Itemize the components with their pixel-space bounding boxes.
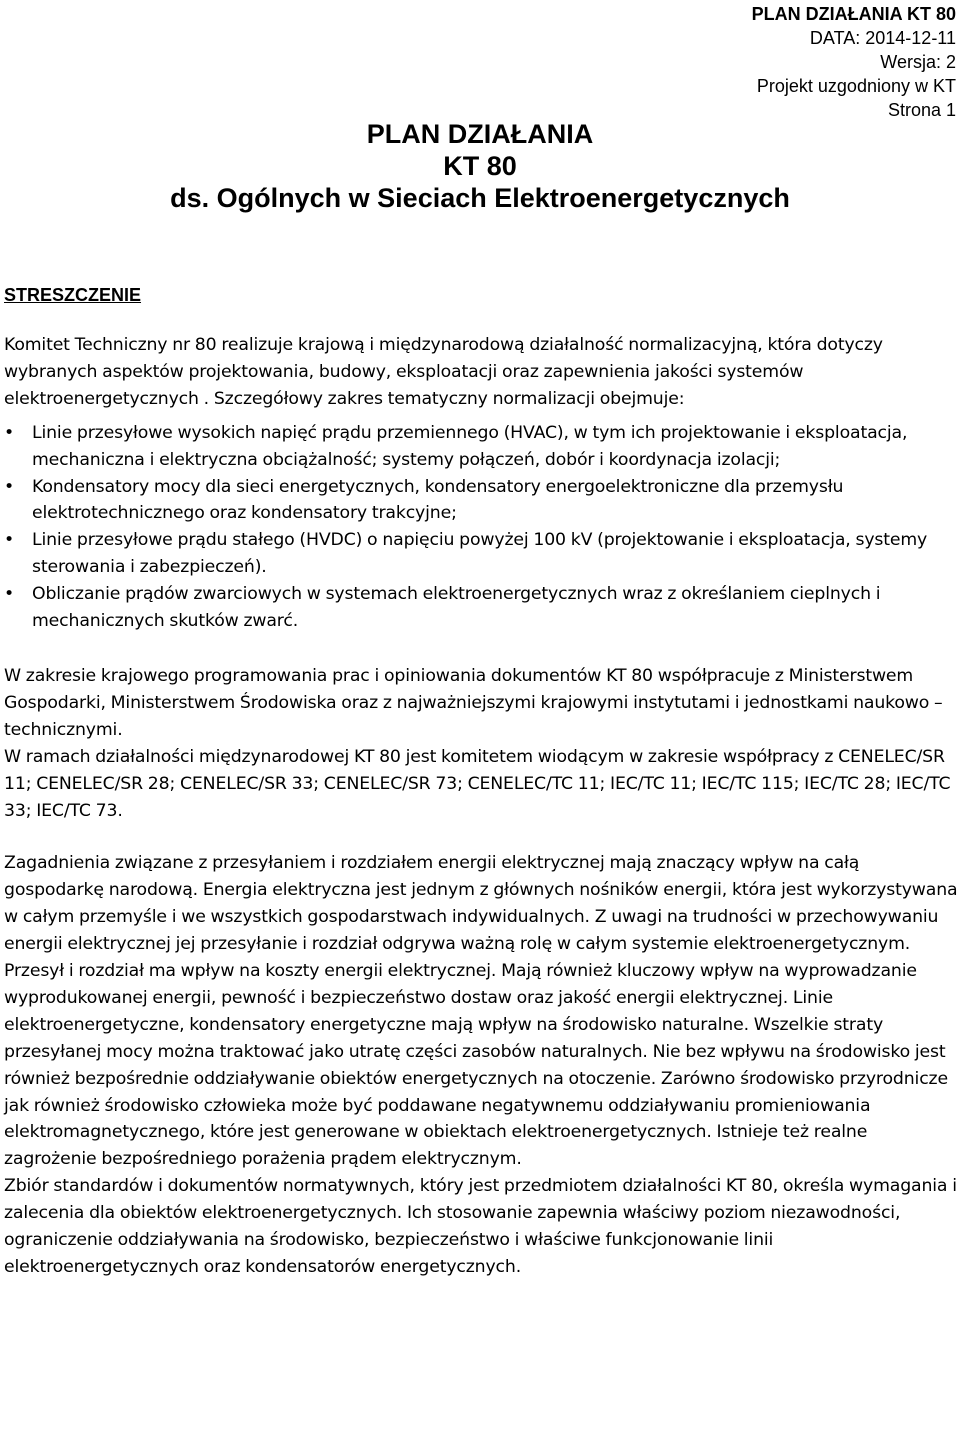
cooperation-international-paragraph: W ramach działalności międzynarodowej KT 80 jest komitetem wiodącym w zakresie współpracy z CENELEC/SR 11; CENELEC/SR 28; CENELEC/SR 33; CENELEC/SR 73; CENELEC/TC 11; IEC/TC 11; IEC/TC 115; IEC/TC 28; IEC/TC 33; IEC/TC 73. [4,746,951,821]
summary-intro-paragraph: Komitet Techniczny nr 80 realizuje krajową i międzynarodową działalność normalizacyjną, która dotyczy wybranych aspektów projektowania, budowy, eksploatacji oraz zapewnienia jakości systemów elektroenergetycznych . Szczegółowy zakres tematyczny normalizacji obejmuje: [4,335,883,409]
paragraph-spacer [4,824,960,850]
bullet-icon: • [4,476,15,497]
cooperation-national-paragraph: W zakresie krajowego programowania prac i opiniowania dokumentów KT 80 współpracuje z Ministerstwem Gospodarki, Ministerstwem Środowiska oraz z najważniejszymi krajowymi instytutami i jednostkami naukowo – technicznymi. [4,665,943,740]
scope-item-text: Obliczanie prądów zwarciowych w systemach elektroenergetycznych wraz z określaniem cieplnych i mechanicznych skutków zwarć. [32,584,881,632]
list-item [4,474,960,528]
scope-list [4,420,960,635]
paragraph-spacer [4,635,960,663]
document-header [752,2,956,122]
section-heading-summary: STRESZCZENIE [4,285,142,305]
scope-item-text: Linie przesyłowe wysokich napięć prądu przemiennego (HVAC), w tym ich projektowanie i eksploatacja, mechaniczna i elektryczna obciążalność; systemy połączeń, dobór i koordynacja izolacji; [32,422,908,470]
summary-content [4,332,960,1281]
importance-paragraph: Zagadnienia związane z przesyłaniem i rozdziałem energii elektrycznej mają znaczący wpływ na całą gospodarkę narodową. Energia elektryczna jest jednym z głównych nośników energii, która jest wykorzystywana w całym przemyśle i we wszystkich gospodarstwach indywidualnych. Z uwagi na trudności w przechowywaniu energii elektrycznej jej przesyłanie i rozdział odgrywa ważną rolę w całym systemie elektroenergetycznym. Przesył i rozdział ma wpływ na koszty energii elektrycznej. Mają również kluczowy wpływ na wyprowadzanie wyprodukowanej energii, pewność i bezpieczeństwo dostaw oraz jakość energii elektrycznej. Linie elektroenergetyczne, kondensatory energetyczne mają wpływ na środowisko naturalne. Wszelkie straty przesyłanej mocy można traktować jako utratę części zasobów naturalnych. Nie bez wpływu na środowisko jest również bezpośrednie oddziaływanie obiektów energetycznych na otoczenie. Zarówno środowisko przyrodnicze jak również środowisko człowieka może być poddawane negatywnemu oddziaływaniu promieniowania elektromagnetycznego, które jest generowane w obiektach elektroenergetycznych. Istnieje też realne zagrożenie bezpośredniego porażenia prądem elektrycznym. [4,853,958,1170]
title-line-3: ds. Ogólnych w Sieciach Elektroenergetycznych [170,183,790,213]
header-page-number: Strona 1 [887,100,956,120]
header-date: DATA: 2014-12-11 [809,28,956,48]
document-title [140,118,820,214]
header-version: Wersja: 2 [880,52,956,72]
list-item [4,420,960,474]
bullet-icon: • [4,584,15,605]
bullet-icon: • [4,530,15,551]
scope-item-text: Linie przesyłowe prądu stałego (HVDC) o napięciu powyżej 100 kV (projektowanie i eksploatacja, systemy sterowania i zabezpieczeń). [32,530,928,578]
bullet-icon: • [4,422,15,443]
header-doc-title: PLAN DZIAŁANIA KT 80 [751,4,956,24]
list-item [4,527,960,581]
header-status: Projekt uzgodniony w KT [756,76,956,96]
scope-item-text: Kondensatory mocy dla sieci energetycznych, kondensatory energoelektroniczne dla przemysłu elektrotechnicznego oraz kondensatory trakcyjne; [32,476,844,524]
title-line-1: PLAN DZIAŁANIA [366,119,594,149]
list-item [4,581,960,635]
standards-paragraph: Zbiór standardów i dokumentów normatywnych, który jest przedmiotem działalności KT 80, określa wymagania i zalecenia dla obiektów elektroenergetycznych. Ich stosowanie zapewnia właściwy poziom niezawodności, ograniczenie oddziaływania na środowisko, bezpieczeństwo i właściwe funkcjonowanie linii elektroenergetycznych oraz kondensatorów energetycznych. [4,1176,957,1277]
title-line-2: KT 80 [443,151,517,181]
